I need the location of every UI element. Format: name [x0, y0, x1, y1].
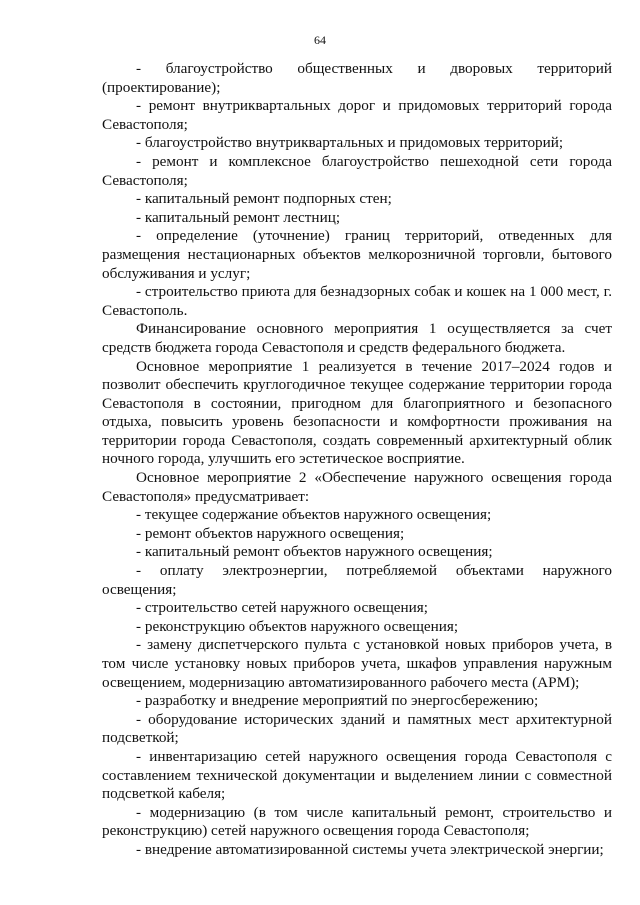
- paragraph: - определение (уточнение) границ территорий, отведенных для размещения нестационарных объектов мелкорозничной торговли, бытового обслуживания и услуг;: [102, 227, 612, 282]
- paragraph: - замену диспетчерского пульта с установкой новых приборов учета, в том числе установку новых приборов учета, шкафов управления наружным освещением, модернизацию автоматизированного рабочего места (АРМ);: [102, 636, 612, 691]
- paragraph: - капитальный ремонт объектов наружного освещения;: [136, 543, 493, 561]
- paragraph: Финансирование основного мероприятия 1 осуществляется за счет средств бюджета города Севастополя и средств федерального бюджета.: [102, 320, 612, 356]
- paragraph: Основное мероприятие 1 реализуется в течение 2017–2024 годов и позволит обеспечить круглогодичное текущее содержание территории города Севастополя в состоянии, пригодном для благоприятного и безопасного отдыха, повысить уровень безопасности и комфортности проживания на территории города Севастополя, создать современный архитектурный облик ночного города, улучшить его эстетическое восприятие.: [102, 357, 612, 468]
- page-number: 64: [314, 33, 326, 47]
- paragraph: - реконструкцию объектов наружного освещения;: [136, 617, 459, 635]
- paragraph: Основное мероприятие 2 «Обеспечение наружного освещения города Севастополя» предусматривает:: [102, 469, 612, 505]
- paragraph: - текущее содержание объектов наружного освещения;: [136, 506, 492, 524]
- paragraph: - строительство сетей наружного освещения;: [136, 599, 428, 617]
- paragraph: - ремонт внутриквартальных дорог и придомовых территорий города Севастополя;: [102, 97, 612, 133]
- paragraph: - инвентаризацию сетей наружного освещения города Севастополя с составлением технической документации и выделением линии с совместной подсветкой кабеля;: [102, 747, 612, 803]
- paragraph: - разработку и внедрение мероприятий по энергосбережению;: [136, 692, 539, 710]
- paragraph: - благоустройство внутриквартальных и придомовых территорий;: [136, 134, 564, 152]
- paragraph: - ремонт и комплексное благоустройство пешеходной сети города Севастополя;: [102, 152, 612, 189]
- paragraph: - оплату электроэнергии, потребляемой объектами наружного освещения;: [102, 562, 612, 598]
- paragraph: - внедрение автоматизированной системы учета электрической энергии;: [136, 840, 604, 858]
- document-body: [102, 60, 612, 860]
- paragraph: - капитальный ремонт подпорных стен;: [136, 190, 392, 208]
- paragraph: - строительство приюта для безнадзорных собак и кошек на 1 000 мест, г. Севастополь.: [102, 283, 612, 319]
- paragraph: - ремонт объектов наружного освещения;: [136, 524, 405, 542]
- paragraph: - благоустройство общественных и дворовых территорий (проектирование);: [102, 60, 612, 96]
- paragraph: - модернизацию (в том числе капитальный ремонт, строительство и реконструкцию) сетей наружного освещения города Севастополя;: [102, 803, 612, 840]
- paragraph: - капитальный ремонт лестниц;: [136, 208, 341, 226]
- paragraph: - оборудование исторических зданий и памятных мест архитектурной подсветкой;: [102, 710, 612, 747]
